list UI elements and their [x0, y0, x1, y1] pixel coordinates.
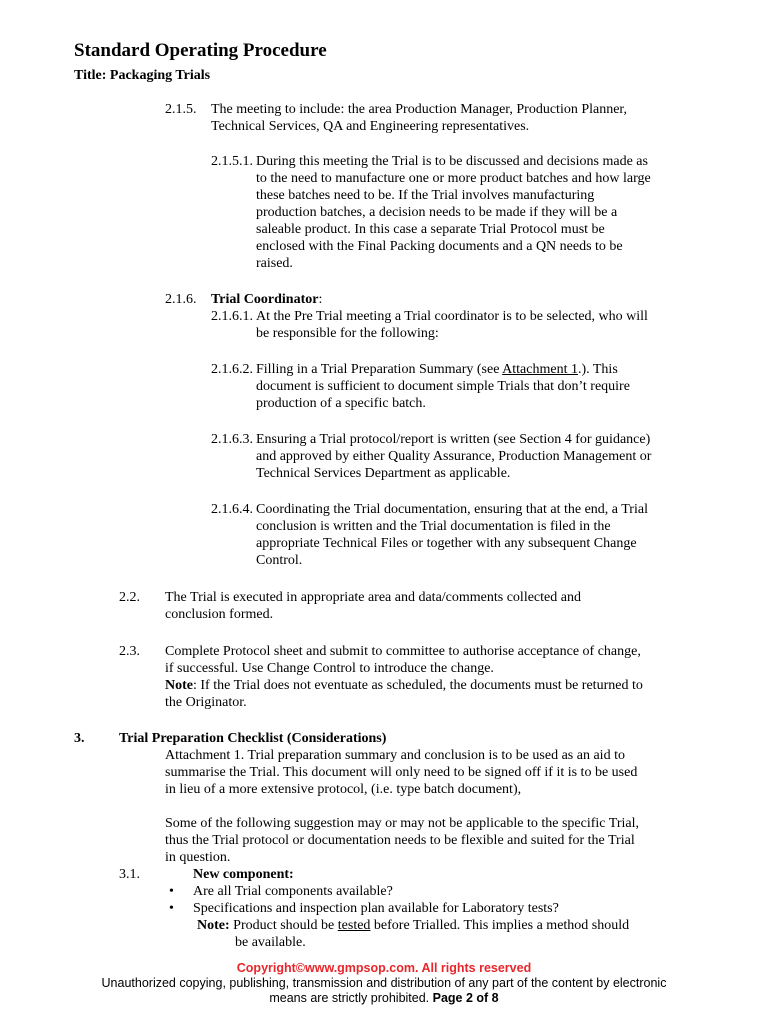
note-line	[197, 917, 629, 935]
paragraph-line	[256, 361, 618, 379]
paragraph-line: raised.	[256, 256, 293, 271]
section-heading: New component:	[193, 867, 294, 882]
paragraph-line: During this meeting the Trial is to be discussed and decisions made as	[256, 154, 648, 169]
paragraph-line: be responsible for the following:	[256, 326, 439, 341]
paragraph-line: Technical Services, QA and Engineering representatives.	[211, 119, 530, 134]
bullet-marker: •	[169, 901, 174, 916]
bullet-item: Are all Trial components available?	[193, 884, 393, 899]
text-fragment: .). This	[577, 362, 618, 377]
section-number: 2.1.6.1.	[211, 309, 253, 324]
page-number: Page 2 of 8	[432, 991, 499, 1005]
section-number: 2.1.5.	[165, 102, 197, 117]
paragraph-line: Control.	[256, 553, 303, 568]
section-number: 2.2.	[119, 590, 140, 605]
paragraph-line: thus the Trial protocol or documentation needs to be flexible and suited for the Trial	[165, 833, 635, 848]
paragraph-line: to the need to manufacture one or more product batches and how large	[256, 171, 651, 186]
paragraph-line: Technical Services Department as applicable.	[256, 466, 511, 481]
paragraph-line: Ensuring a Trial protocol/report is written (see Section 4 for guidance)	[256, 432, 651, 447]
note-underlined: tested	[337, 918, 371, 933]
paragraph-line: The meeting to include: the area Production Manager, Production Planner,	[211, 102, 628, 117]
paragraph-line: appropriate Technical Files or together with any subsequent Change	[256, 536, 637, 551]
doc-subtitle: Title: Packaging Trials	[74, 68, 211, 83]
paragraph-line: Complete Protocol sheet and submit to committee to authorise acceptance of change,	[165, 644, 641, 659]
attachment-link[interactable]: Attachment 1	[502, 362, 578, 377]
paragraph-line: and approved by either Quality Assurance, Production Management or	[256, 449, 652, 464]
paragraph-line: The Trial is executed in appropriate area and data/comments collected and	[165, 590, 581, 605]
bullet-item: Specifications and inspection plan available for Laboratory tests?	[193, 901, 559, 916]
note-line: be available.	[235, 935, 306, 950]
footer-notice	[0, 991, 768, 1006]
paragraph-line: summarise the Trial. This document will only need to be signed off if it is to be used	[165, 765, 638, 780]
section-heading	[211, 291, 322, 309]
note-text: : If the Trial does not eventuate as scheduled, the documents must be returned to	[193, 678, 643, 693]
heading-colon: :	[318, 292, 323, 307]
note-line	[165, 677, 643, 695]
paragraph-line: At the Pre Trial meeting a Trial coordinator is to be selected, who will	[256, 309, 648, 324]
section-number: 3.1.	[119, 867, 140, 882]
doc-title: Standard Operating Procedure	[74, 40, 327, 61]
paragraph-line: conclusion formed.	[165, 607, 274, 622]
footer-copyright: Copyright©www.gmpsop.com. All rights reserved	[236, 961, 532, 975]
heading-text: Trial Coordinator	[211, 292, 319, 307]
footer-notice-text: means are strictly prohibited.	[269, 991, 433, 1005]
text-fragment: Filling in a Trial Preparation Summary (see	[256, 362, 503, 377]
note-label: Note:	[197, 918, 230, 933]
paragraph-line: document is sufficient to document simple Trials that don’t require	[256, 379, 630, 394]
note-line: the Originator.	[165, 695, 247, 710]
paragraph-line: in question.	[165, 850, 231, 865]
paragraph-line: saleable product. In this case a separate Trial Protocol must be	[256, 222, 605, 237]
note-text: before Trialled. This implies a method should	[370, 918, 630, 933]
bullet-marker: •	[169, 884, 174, 899]
footer-notice: Unauthorized copying, publishing, transmission and distribution of any part of the content by electronic	[101, 976, 667, 990]
section-heading: Trial Preparation Checklist (Considerations)	[119, 731, 387, 746]
section-number: 2.3.	[119, 644, 140, 659]
paragraph-line: Coordinating the Trial documentation, ensuring that at the end, a Trial	[256, 502, 648, 517]
section-number: 2.1.6.2.	[211, 362, 253, 377]
paragraph-line: conclusion is written and the Trial documentation is filed in the	[256, 519, 611, 534]
paragraph-line: enclosed with the Final Packing documents and a QN needs to be	[256, 239, 623, 254]
section-number: 2.1.6.4.	[211, 502, 253, 517]
paragraph-line: if successful. Use Change Control to introduce the change.	[165, 661, 494, 676]
section-number: 3.	[74, 731, 85, 746]
paragraph-line: Attachment 1. Trial preparation summary and conclusion is to be used as an aid to	[165, 748, 625, 763]
paragraph-line: these batches need to be. If the Trial involves manufacturing	[256, 188, 595, 203]
section-number: 2.1.5.1.	[211, 154, 253, 169]
paragraph-line: Some of the following suggestion may or may not be applicable to the specific Trial,	[165, 816, 639, 831]
section-number: 2.1.6.	[165, 292, 197, 307]
note-text: Product should be	[229, 918, 338, 933]
paragraph-line: production batches, a decision needs to be made if they will be a	[256, 205, 618, 220]
section-number: 2.1.6.3.	[211, 432, 253, 447]
paragraph-line: in lieu of a more extensive protocol, (i.e. type batch document),	[165, 782, 522, 797]
note-label: Note	[165, 678, 193, 693]
paragraph-line: production of a specific batch.	[256, 396, 426, 411]
